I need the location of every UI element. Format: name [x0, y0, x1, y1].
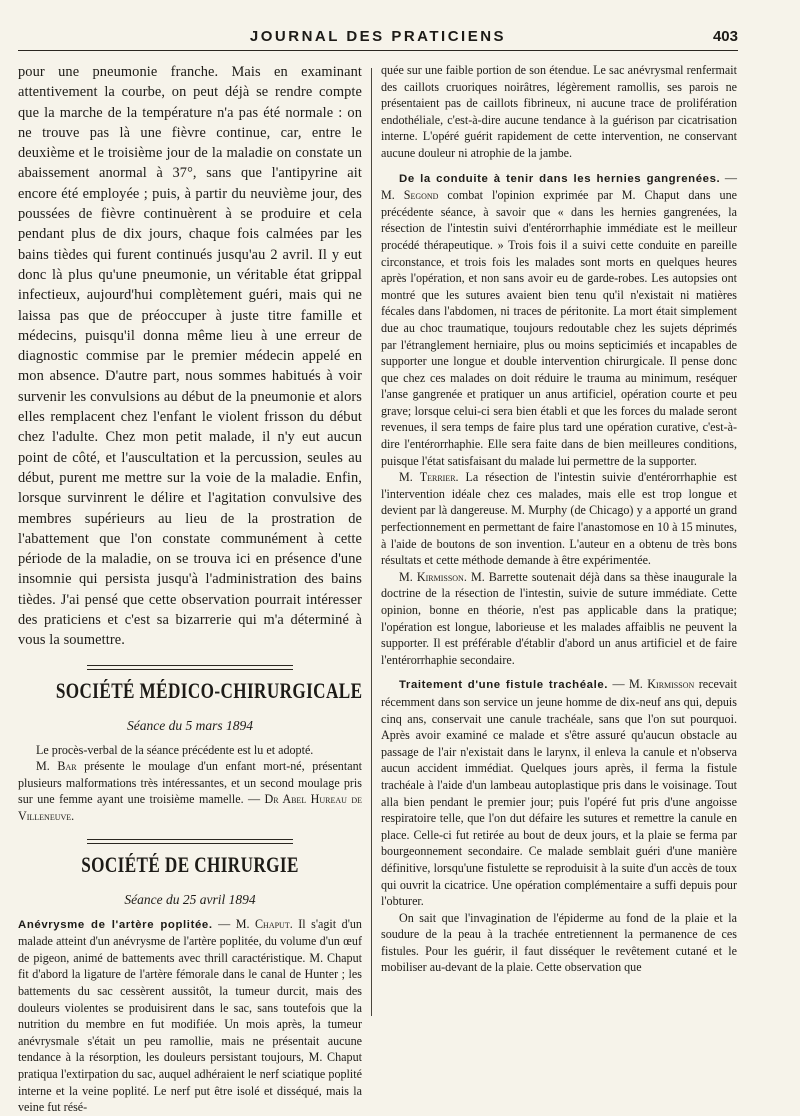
- paragraph-text: M. Barrette soutenait déjà dans sa thèse inaugurale la doctrine de la résection de l'intestin, suivie de suture immédiate. Cette opinion, bonne en théorie, n'est pas applicable dans la pratique; l'opération est longue, laborieuse et les malades affaiblis ne peuvent la supporter. Il est préférable d'établir d'abord un anus artificiel et de faire l'entérorrhaphie secondaire.: [381, 569, 737, 667]
- section-heading-chirurgie: [18, 839, 362, 878]
- moulage-paragraph: [18, 758, 362, 824]
- seance-date: Séance du 25 avril 1894: [124, 891, 256, 907]
- society-title: SOCIÉTÉ MÉDICO-CHIRURGICALE: [55, 677, 363, 703]
- rubric-heading: Traitement d'une fistule trachéale.: [399, 679, 609, 692]
- kirmisson-paragraph: [381, 569, 737, 669]
- dash-text: — M.: [608, 677, 648, 692]
- page-number: 403: [712, 28, 738, 45]
- paragraph-text: Il s'agit d'un malade atteint d'un anévrysme de l'artère poplitée, du volume d'un œuf de pigeon, animé de battements avec thrill caractéristique. M. Chaput fit d'abord la ligature de l'artère fémorale dans le canal de Hunter ; les battements du sac cessèrent aussitôt, la tumeur durcit, mais des douleurs violentes se produisirent dans le sac, sans toutefois que la nutrition du membre en fut modifiée. Un mois après, la tumeur anévrysmale s'était un peu ramollie, mais ne présentait aucune tendance à la résorption, les douleurs persistant toujours, M. Chaput pratiqua l'extirpation du sac, auquel adhéraient le nerf sciatique poplité interne et la veine poplité. Le nerf put être isolé et disséqué, mais la veine fut résé-: [18, 916, 362, 1115]
- paragraph-text: recevait récemment dans son service un jeune homme de dix-neuf ans qui, depuis cinq ans, conservait une canule trachéale, sans que l'on sut pourquoi. Après avoir examiné ce malade et s'être assuré qu'aucun obstacle au passage de l'air n'existait dans le larynx, il enleva la canule et n'observa aucun accident immédiat. Quelques jours après, il ferma la fistule trachéale à l'aide d'un lambeau autoplastique pris dans le voisinage. Tout alla bien pendant le premier jour; puis l'opéré fut pris d'une angoisse respiratoire telle, que l'on dut défaire les sutures et remettre la canule en place. Celle-ci fut retirée au bout de deux jours, et la plaie se ferma par bourgeonnement secondaire. Ce malade semblait guéri d'une manière définitive, lorsqu'une fistulette se reproduisit à la suite d'un accès de toux qui ouvrit la cicatrice. Une opération complémentaire a suffi depuis pour l'obturer.: [381, 677, 737, 909]
- anevrysme-paragraph: [18, 916, 362, 1116]
- right-column: [381, 62, 737, 976]
- society-title: SOCIÉTÉ DE CHIRURGIE: [81, 851, 299, 877]
- fistule-paragraph: [381, 676, 737, 909]
- seance-date: Séance du 5 mars 1894: [127, 717, 253, 733]
- speaker-name: Kirmisson: [647, 677, 695, 692]
- observation-paragraph: pour une pneumonie franche. Mais en examinant attentivement la courbe, on peut déjà se rendre compte que la marche de la température n'a pas été normale : on ne trouve pas là une fièvre continue, car, entre le deuxième et le troisième jour de la maladie on constate un abaissement anormal à 37°, sans que l'antipyrine ait encore été employée ; puis, à partir du neuvième jour, des poussées de fièvre continuèrent à se produire et cela pendant plus de dix jours, chaque fois calmées par les bains tièdes qui furent continués jusqu'au 2 avril. Il y eut donc là plus qu'une pneumonie, un véritable état grippal infectieux, aujourd'hui complètement guéri, mais qui ne laissa pas que de préoccuper à juste titre famille et médecins, puisqu'il donna même lieu à une erreur de diagnostic commise par le premier médecin appelé en mon absence. D'autre part, nous sommes habitués à voir survenir les convulsions au début de la pneumonie et alors elles remplacent chez l'enfant le violent frisson du début chez l'adulte. Chez mon petit malade, il n'y eut aucun point de côté, et l'auscultation et la percussion, seules au début, purent me mettre sur la voie de la maladie. Enfin, lorsque survinrent le délire et l'agitation convulsive des membres supérieurs au lieu de la prostration de l'abattement que l'on constate communément à cette période de la maladie, on se trouva ici en présence d'une insomnie qui persista jusqu'à l'administration des bains tièdes. J'ai pensé que cette observation pourrait intéresser des praticiens et c'est sa bizarrerie qui m'a déterminé à vous la soumettre.: [18, 64, 362, 649]
- column-divider: [371, 68, 372, 1016]
- spacer: [381, 668, 737, 676]
- terrier-paragraph: [381, 469, 737, 569]
- invagination-paragraph: On sait que l'invagination de l'épiderme au fond de la plaie et la soudure de la peau à la trachée entretiennent la permanence de ces fistules. Pour les guérir, il faut disséquer le revêtement cutané et le mobiliser au-devant de la plaie. Cette observation que: [381, 910, 737, 975]
- heading-rule: [87, 665, 293, 670]
- continuation-paragraph: quée sur une faible portion de son étendue. Le sac anévrysmal renfermait des caillots cruoriques noirâtres, légèrement ramollis, ses parois ne présentaient pas de caillots fibrineux, ni aucune trace de prolifération endothéliale, c'est-à-dire aucune tendance à la guérison par cicatrisation interne. L'opéré guérit rapidement de cette intervention, ne conservant aucune douleur ni atrophie de la jambe.: [381, 63, 737, 160]
- paragraph-text: La résection de l'intestin suivie d'entérorrhaphie est l'intervention idéale chez ces malades, mais elle est trop longue et devient par là dangereuse. M. Murphy (de Chicago) y a apporté un grand perfectionnement en permettant de faire l'anastomose en 10 à 15 minutes, à l'aide de boutons de son invention. L'auteur en a obtenu de très bons résultats et cette méthode demande à être expérimentée.: [381, 470, 737, 568]
- left-column: [18, 62, 362, 1116]
- dash-text: — M.: [381, 170, 737, 203]
- proces-verbal-paragraph: Le procès-verbal de la séance précédente est lu et adopté.: [36, 742, 314, 757]
- prefix-text: M.: [399, 569, 417, 584]
- speaker-name: Terrier.: [419, 470, 459, 485]
- rubric-heading: De la conduite à tenir dans les hernies gangrenées.: [399, 172, 721, 185]
- section-heading-medico-chirurgicale: [18, 665, 362, 704]
- speaker-name: Chaput.: [254, 916, 293, 931]
- heading-rule: [87, 839, 293, 844]
- prefix-text: M.: [399, 470, 420, 485]
- hernies-paragraph: [381, 170, 737, 470]
- running-header: [18, 28, 738, 51]
- journal-title: JOURNAL DES PRATICIENS: [249, 28, 507, 45]
- speaker-name: M. Bar: [36, 759, 77, 774]
- spacer: [381, 162, 737, 170]
- author-signature: Dr Abel Hureau de Villeneuve.: [18, 792, 362, 823]
- rubric-heading: Anévrysme de l'artère poplitée.: [18, 918, 213, 931]
- speaker-name: Kirmisson.: [416, 569, 467, 584]
- dash-text: — M.: [212, 916, 255, 931]
- paragraph-text: combat l'opinion exprimée par M. Chaput dans une précédente séance, à savoir que « dans les hernies gangrenées, la résection de l'intestin suivi d'entérorrhaphie immédiate est le meilleur procédé thérapeutique. » Trois fois il a suivi cette conduite en pareille circonstance, et trois fois les malades sont morts en quelques heures après l'opération, et non sans avoir eu de garde-robes. Les autopsies ont montré que les sutures avaient bien tenu qu'il n'existait ni matières fécales dans l'abdomen, ni traces de péritonite. La mort était simplement due au choc traumatique, toujours redoutable chez les sujets déprimés par l'étranglement herniaire, plus ou moins septicimiés et incapables de supporter une longue et double intervention chirurgicale. Il pense donc que chez ces malades on doit réduire le trauma au minimum, reséquer l'anse gangrenée et pratiquer un anus artificiel, opération courte et peu grave; lorsque celui-ci sera bien établi et que les forces du malade seront revenues, il sera temps de faire plus tard une opération curative, c'est-à-dire l'entérorrhaphie. Elle sera faite dans de bien meilleures conditions, puisque l'état satisfaisant du malade lui permettre de la supporter.: [381, 188, 737, 468]
- paragraph-text: présente le moulage d'un enfant mort-né, présentant plusieurs malformations très intéressantes, et un second moulage pris sur une femme ayant une troisième mamelle. —: [18, 759, 362, 807]
- speaker-name: Segond: [403, 188, 439, 203]
